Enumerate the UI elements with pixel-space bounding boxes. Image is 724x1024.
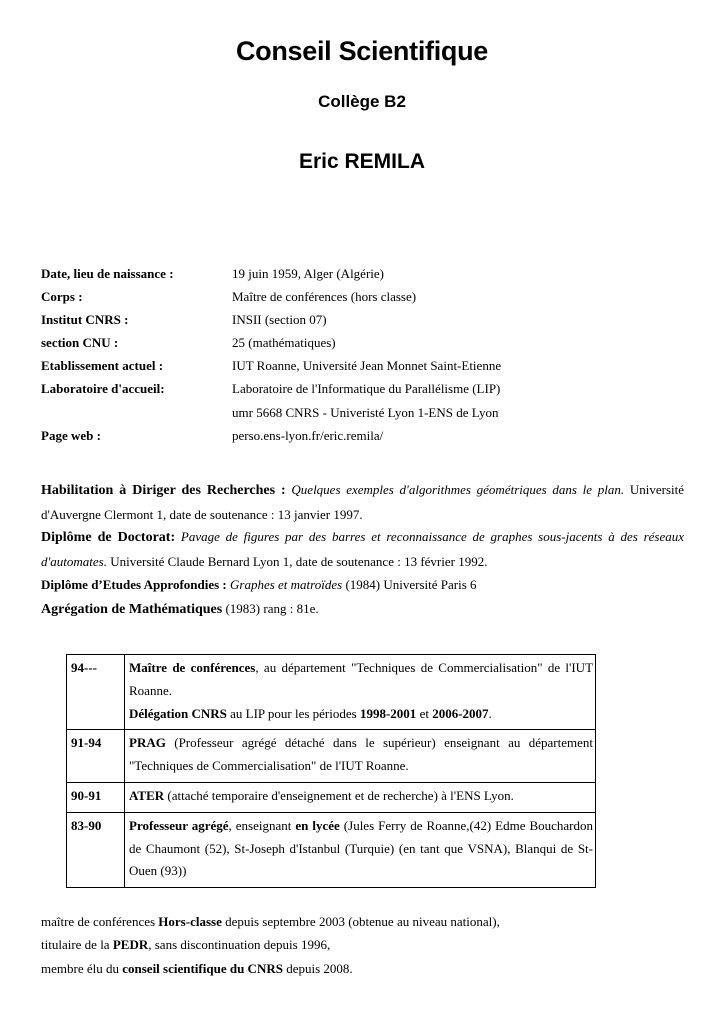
info-row [41,265,501,288]
info-label: Date, lieu de naissance : [41,266,174,281]
footer-text: depuis septembre 2003 (obtenue au niveau national), [221,914,500,929]
role-title: Délégation CNRS [129,705,227,721]
hdr-label: Habilitation à Diriger des Recherches : [41,483,286,498]
info-label: Page web : [41,427,101,443]
personal-info [41,265,501,450]
info-row [41,427,501,450]
info-value: 19 juin 1959, Alger (Algérie) [232,266,384,281]
info-label [41,404,232,427]
period-highlight: 2006-2007 [432,705,489,721]
footer-line [41,910,500,933]
dea-title: Graphes et matroïdes [230,577,343,592]
hdr-paragraph [41,478,684,526]
role-highlight: en lycée [295,817,340,833]
period-cell: 94--- [67,655,125,730]
dea-paragraph [41,573,684,597]
footer-notes [41,910,500,980]
agregation-details: (1983) rang : 81e. [222,601,319,616]
role-text: . [488,705,492,721]
phd-paragraph [41,525,684,573]
info-label: section CNU : [41,335,119,351]
info-row [41,334,501,357]
info-value: INSII (section 07) [232,312,327,328]
info-label: Corps : [41,289,83,305]
info-row [41,404,501,427]
hdr-thesis-title: Quelques exemples d'algorithmes géométriques dans le plan. [291,482,625,497]
footer-highlight: conseil scientifique du CNRS [122,960,283,976]
footer-text: membre élu du [41,960,123,976]
footer-highlight: PEDR [112,937,149,953]
candidate-name: Eric REMILA [298,150,426,173]
role-text: au LIP pour les périodes [226,705,360,721]
period-cell: 91-94 [67,730,125,783]
description-cell [125,655,596,730]
footer-highlight: Hors-classe [158,914,222,929]
info-label: Etablissement actuel : [41,358,164,374]
role-text: , au département "Techniques de Commercialisation" de l'IUT Roanne. [129,660,594,698]
role-text: et [416,705,433,721]
info-value: Maître de conférences (hors classe) [232,289,417,305]
footer-text: , sans discontinuation depuis 1996, [148,937,331,953]
role-title: Professeur agrégé [129,817,229,833]
description-cell [125,730,596,783]
hdr-details: Université d'Auvergne Clermont 1, date de soutenance : 13 janvier 1997. [41,482,685,522]
agregation-paragraph [41,597,684,622]
role-title: Maître de conférences [129,660,256,675]
role-text: (Jules Ferry de Roanne,(42) Edme Bouchardon de Chaumont (52), St-Joseph d'Istanbul (Turquie) (en tant que VSNA), Blanqui de St-Ouen (93)) [129,817,594,879]
info-row [41,357,501,380]
table-row [67,655,596,730]
info-value: IUT Roanne, Université Jean Monnet Saint-Etienne [232,358,502,374]
footer-text: depuis 2008. [282,960,353,976]
role-text: , enseignant [228,817,296,833]
role-text: (Professeur agrégé détaché dans le supérieur) enseignant au département "Techniques de Commercialisation" de l'IUT Roanne. [129,735,593,774]
info-value: umr 5668 CNRS - Univeristé Lyon 1-ENS de Lyon [232,404,499,420]
role-title: ATER [129,787,165,803]
footer-text: maître de conférences [41,914,159,929]
info-row [41,288,501,311]
table-row [67,730,596,783]
page-title: Conseil Scientifique [235,36,489,66]
period-cell: 90-91 [67,782,125,812]
dea-label: Diplôme d’Etudes Approfondies : [41,577,227,592]
college-subtitle: Collège B2 [318,92,406,111]
info-row [41,311,501,334]
info-label: Institut CNRS : [41,312,129,328]
role-text: (attaché temporaire d'enseignement et de recherche) à l'ENS Lyon. [164,787,514,803]
description-cell [125,782,596,812]
phd-label: Diplôme de Doctorat: [41,530,176,545]
period-cell: 83-90 [67,812,125,887]
description-cell [125,812,596,887]
info-value: 25 (mathématiques) [232,335,336,351]
info-value: perso.ens-lyon.fr/eric.remila/ [232,427,384,443]
info-row [41,380,501,403]
phd-thesis-title: Pavage de figures par des barres et reconnaissance de graphes sous-jacents à des réseaux d'automates. [41,529,685,569]
info-value: Laboratoire de l'Informatique du Parallélisme (LIP) [232,381,501,397]
footer-line [41,933,500,956]
table-row [67,812,596,887]
footer-text: titulaire de la [41,937,113,953]
period-highlight: 1998-2001 [359,705,417,721]
role-title: PRAG [129,735,166,751]
footer-line [41,957,500,980]
info-label: Laboratoire d'accueil: [41,381,165,397]
dea-details: (1984) Université Paris 6 [342,577,477,592]
table-row [67,782,596,812]
phd-details: Université Claude Bernard Lyon 1, date de soutenance : 13 février 1992. [106,553,488,569]
agregation-label: Agrégation de Mathématiques [41,602,223,617]
career-table [66,654,596,888]
